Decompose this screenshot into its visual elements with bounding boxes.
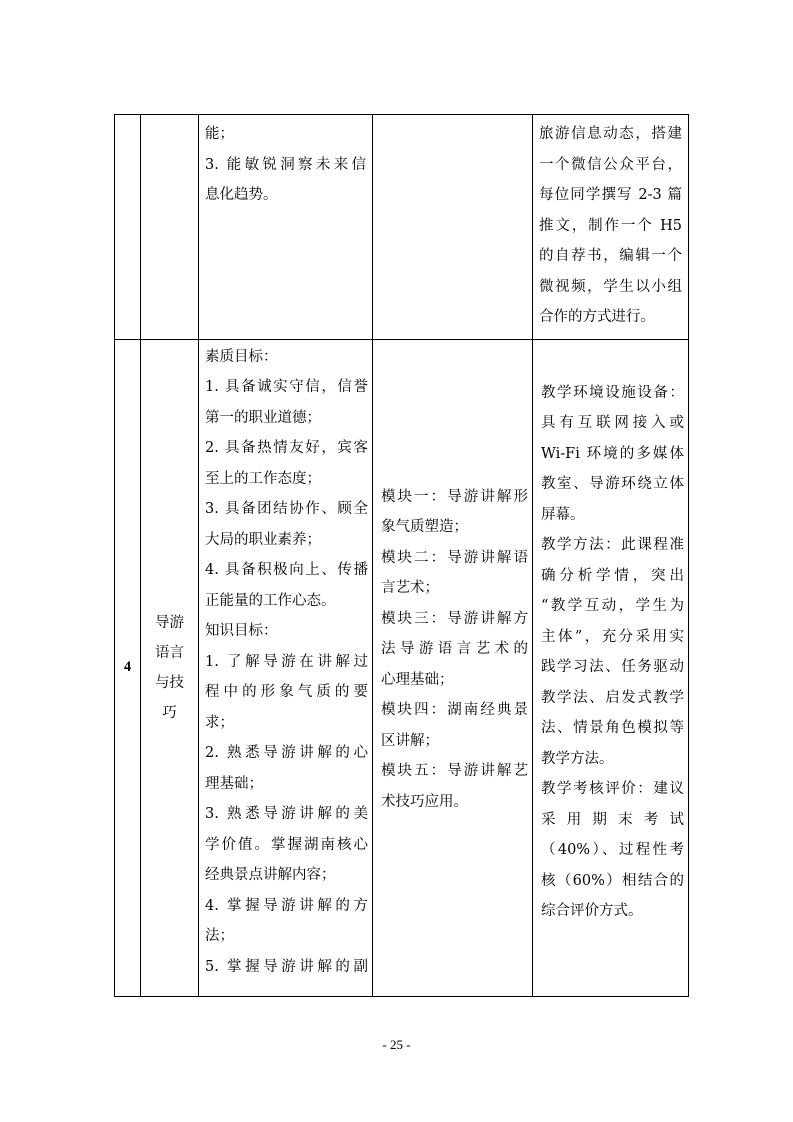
requirement-line: 教学环境设施设备： — [541, 384, 684, 401]
module-line: 模块三：导游讲解方 — [381, 610, 528, 627]
requirement-line: 合作的方式进行。 — [539, 309, 655, 325]
page-number: - 25 - — [382, 1037, 411, 1052]
course-name-cell-empty — [141, 115, 199, 340]
requirement-line: 一个微信公众平台， — [539, 156, 682, 173]
requirement-line: 法、情景角色模拟等 — [541, 720, 684, 736]
module-line: 象气质塑造； — [381, 519, 468, 535]
requirement-line: 具有互联网接入或 — [541, 415, 684, 431]
course-table — [114, 114, 689, 997]
objective-line: 正能量的工作心态。 — [205, 592, 336, 609]
module-line: 模块五：导游讲解艺 — [381, 763, 528, 779]
objective-line: 3. 具备团结协作、顾全 — [205, 501, 368, 517]
objective-line: 素质目标： — [205, 348, 278, 365]
objective-line: 能； — [205, 126, 234, 142]
objective-line: 至上的工作态度； — [205, 470, 321, 487]
objective-line: 知识目标： — [205, 623, 278, 639]
objective-line: 1. 了解导游在讲解过 — [205, 653, 368, 670]
objective-line: 3. 熟悉导游讲解的美 — [205, 806, 368, 822]
objective-line: 2. 具备热情友好，宾客 — [205, 440, 368, 456]
requirement-line: 教学方法：此课程准 — [541, 537, 684, 553]
objectives-cell — [199, 339, 373, 996]
module-line: 法导游语言艺术的 — [381, 641, 528, 657]
requirement-line: 教学法、启发式教学 — [541, 689, 684, 706]
course-name-line: 巧 — [162, 704, 177, 721]
requirement-line: （40%）、过程性考 — [541, 842, 684, 858]
requirement-line: 推文，制作一个 H5 — [539, 217, 682, 234]
module-line: 模块一：导游讲解形 — [381, 488, 528, 505]
modules-cell — [373, 339, 533, 996]
module-line: 模块二：导游讲解语 — [381, 549, 528, 566]
requirement-line: Wi-Fi 环境的多媒体 — [541, 445, 684, 462]
module-line: 模块四：湖南经典景 — [381, 702, 528, 718]
requirement-line: 综合评价方式。 — [541, 903, 643, 919]
requirement-line: “教学互动，学生为 — [541, 598, 684, 614]
objectives-cell — [199, 115, 373, 340]
objective-line: 2. 熟悉导游讲解的心 — [205, 745, 368, 761]
course-name-line: 与技 — [155, 674, 184, 691]
number-cell-empty — [115, 115, 141, 340]
objective-line: 4. 掌握导游讲解的方 — [205, 897, 368, 914]
requirements-cell — [533, 339, 689, 996]
requirement-line: 每位同学撰写 2-3 篇 — [539, 187, 682, 203]
requirement-line: 采用期末考试 — [541, 811, 684, 828]
objective-line: 5. 掌握导游讲解的副 — [205, 958, 368, 975]
objective-line: 1. 具备诚实守信，信誉 — [205, 379, 368, 395]
objective-line: 理基础； — [205, 775, 263, 792]
requirement-line: 微视频，学生以小组 — [539, 278, 682, 295]
module-line: 区讲解； — [381, 732, 439, 749]
objective-line: 求； — [205, 714, 234, 731]
module-line: 言艺术； — [381, 580, 439, 596]
objective-line: 学价值。掌握湖南核心 — [205, 836, 368, 853]
requirement-line: 核（60%）相结合的 — [541, 872, 684, 889]
table-row-4 — [115, 339, 689, 996]
requirement-line: 践学习法、任务驱动 — [541, 659, 684, 675]
objective-line: 息化趋势。 — [205, 187, 278, 203]
requirement-line: 确分析学情，突出 — [541, 567, 684, 584]
objective-line: 经典景点讲解内容； — [205, 867, 336, 883]
objective-line: 3. 能敏锐洞察未来信 — [205, 156, 366, 173]
course-name-line: 语言 — [155, 644, 184, 661]
course-name-line: 导游 — [155, 614, 184, 631]
table-row-continued — [115, 115, 689, 340]
modules-cell-empty — [373, 115, 533, 340]
requirement-line: 主体”，充分采用实 — [541, 628, 684, 645]
requirement-line: 的自荐书，编辑一个 — [539, 248, 682, 264]
objective-line: 4. 具备积极向上、传播 — [205, 562, 368, 578]
requirement-line: 教学方法。 — [541, 750, 614, 767]
requirement-line: 旅游信息动态，搭建 — [539, 126, 682, 142]
module-line: 心理基础； — [381, 671, 454, 688]
objective-line: 法； — [205, 928, 234, 944]
requirement-line: 屏幕。 — [541, 506, 585, 523]
requirement-line: 教学考核评价：建议 — [541, 781, 684, 797]
objective-line: 程中的形象气质的要 — [205, 684, 368, 700]
requirement-line: 教室、导游环绕立体 — [541, 476, 684, 492]
course-name-cell — [141, 339, 199, 996]
course-number: 4 — [115, 339, 141, 996]
objective-line: 第一的职业道德； — [205, 409, 321, 426]
requirements-cell — [533, 115, 689, 340]
objective-line: 大局的职业素养； — [205, 531, 321, 548]
module-line: 术技巧应用。 — [381, 793, 468, 810]
